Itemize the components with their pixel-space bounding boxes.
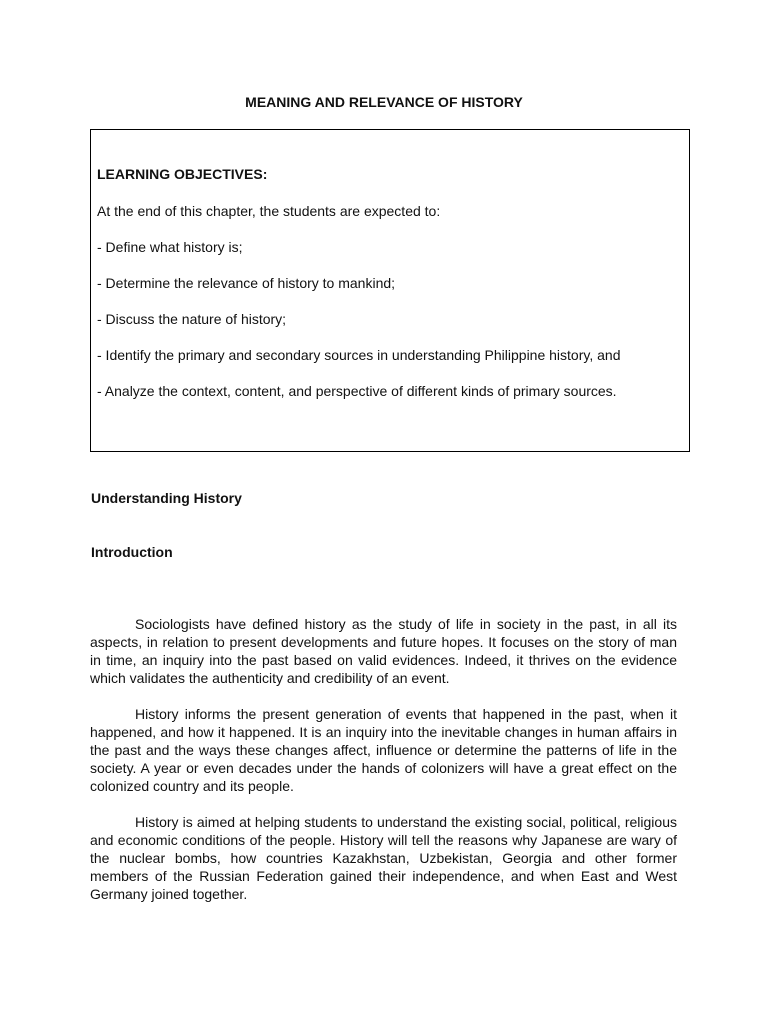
subsection-heading: Introduction xyxy=(91,544,173,560)
objectives-heading: LEARNING OBJECTIVES: xyxy=(97,166,268,182)
objectives-list xyxy=(97,239,620,419)
objective-item: - Analyze the context, content, and perspective of different kinds of primary sources. xyxy=(97,383,617,399)
objectives-intro: At the end of this chapter, the students are expected to: xyxy=(97,203,441,219)
section-heading: Understanding History xyxy=(91,490,242,506)
body-paragraph: History is aimed at helping students to understand the existing social, political, religious and economic conditions of the people. History will tell the reasons why Japanese are wary of the nuclear bombs, how countries Kazakhstan, Uzbekistan, Georgia and other former members of the Russian Federation gained their independence, and when East and West Germany joined together. xyxy=(90,814,677,902)
document-title: MEANING AND RELEVANCE OF HISTORY xyxy=(245,94,523,110)
objective-item: - Discuss the nature of history; xyxy=(97,311,287,327)
objective-item: - Identify the primary and secondary sources in understanding Philippine history, and xyxy=(97,347,621,363)
body-text xyxy=(90,615,677,921)
body-paragraph: Sociologists have defined history as the study of life in society in the past, in all its aspects, in relation to present developments and future hopes. It focuses on the story of man in time, an inquiry into the past based on valid evidences. Indeed, it thrives on the evidence which validates the authenticity and credibility of an event. xyxy=(90,616,677,686)
body-paragraph: History informs the present generation of events that happened in the past, when it happened, and how it happened. It is an inquiry into the inevitable changes in human affairs in the past and the ways these changes affect, influence or determine the patterns of life in the society. A year or even decades under the hands of colonizers will have a great effect on the colonized country and its people. xyxy=(90,706,677,794)
objective-item: - Determine the relevance of history to mankind; xyxy=(97,275,396,291)
learning-objectives-box xyxy=(90,129,690,452)
objective-item: - Define what history is; xyxy=(97,239,243,255)
